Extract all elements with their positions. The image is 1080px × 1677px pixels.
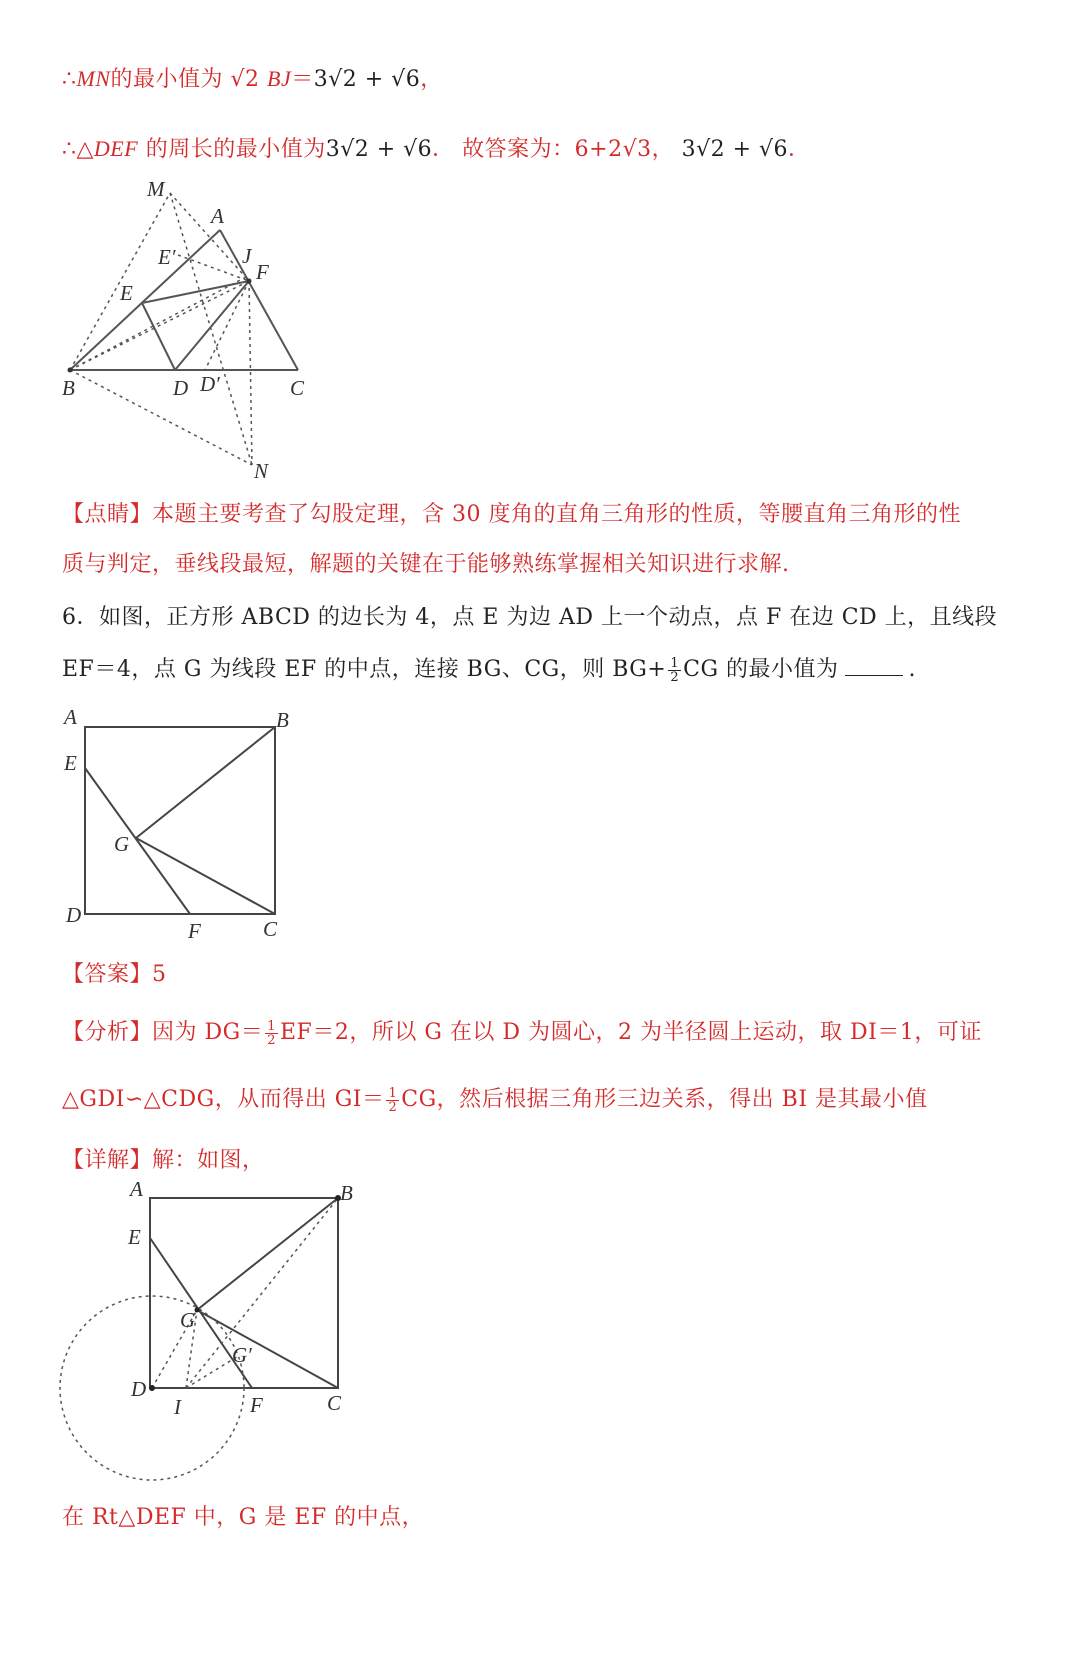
label-g-prime: G′ [232,1343,252,1367]
fraction-den: 2 [388,1099,398,1115]
dashed-ib [186,1198,338,1388]
label-e: E [64,751,77,775]
fraction-den: 2 [670,669,680,685]
label-e: E [128,1225,141,1249]
dashed-fn [249,281,252,465]
fraction-num: 1 [670,655,680,671]
fraction-half [265,1020,278,1047]
therefore-triangle: ∴△ [62,137,94,162]
segment-ba [70,230,220,370]
question-6-line2 [62,652,916,684]
label-f: F [188,919,201,943]
analysis-text-a: 【分析】因为 DG＝ [62,1020,264,1045]
label-g: G [114,832,130,856]
question-6-line1: 6．如图，正方形 ABCD 的边长为 4，点 E 为边 AD 上一个动点，点 F 在边 CD 上，且线段 [62,605,998,630]
label-n: N [254,459,269,483]
label-e: E [120,281,133,305]
label-b: B [340,1181,353,1205]
text-answer: ． 故答案为：6+2√3， [432,137,675,162]
label-j: J [242,244,252,268]
segment-ef [85,768,190,914]
punct: . [908,657,917,682]
segment-mn: MN [76,66,111,91]
analysis-text-c: △GDI∽△CDG，从而得出 GI＝ [62,1087,385,1112]
segment-gb [136,727,275,838]
point-f [247,279,252,284]
point-b [68,368,73,373]
punct: ． [788,137,811,162]
last-line: 在 Rt△DEF 中，G 是 EF 的中点， [62,1505,425,1530]
square-abcd [85,727,275,914]
segment-ed [142,303,175,370]
label-c: C [290,376,305,400]
segment-ac [220,230,298,370]
label-g: G [180,1308,196,1332]
analysis-line2 [62,1082,928,1114]
segment-bj: BJ [267,66,292,91]
fraction-half [668,657,681,684]
expr-perimeter: 3√2 + √6 [325,137,433,162]
fraction-den: 2 [267,1032,276,1048]
expr-answer-2: 3√2 + √6 [681,137,789,162]
label-d: D [131,1377,147,1401]
answer-blank[interactable] [845,675,903,676]
label-b: B [276,708,289,732]
fraction-num: 1 [267,1018,276,1034]
label-f: F [256,260,269,284]
label-f: F [250,1393,263,1417]
therefore-symbol: ∴ [62,67,77,92]
solution-line-perimeter [62,132,811,163]
label-c: C [263,917,278,941]
punct: ， [420,67,443,92]
figure-triangle-reflection [0,170,360,490]
label-a: A [130,1177,143,1201]
dashed-bn [70,370,252,465]
note-dianjing-line2: 质与判定，垂线段最短，解题的关键在于能够熟练掌握相关知识进行求解. [62,552,790,577]
point-d [149,1385,155,1391]
label-i: I [174,1395,181,1419]
label-d: D [173,376,189,400]
label-e-prime: E′ [158,245,176,269]
label-a: A [64,705,77,729]
fraction-num: 1 [388,1085,398,1101]
figure-square-circle [0,1177,360,1500]
point-g [195,1308,200,1313]
solution-line-mn: ∴MN的最小值为 √2 BJ＝3√2 + √6， [62,66,443,92]
label-m: M [147,177,165,201]
analysis-text-d: CG，然后根据三角形三边关系，得出 BI 是其最小值 [401,1087,928,1112]
label-a: A [211,204,224,228]
text-min-value: 的最小值为 [110,67,224,92]
label-d-prime: D′ [200,372,220,396]
dashed-mn [170,193,252,465]
label-c: C [327,1391,342,1415]
expr-result: 3√2 + √6 [313,67,421,92]
equals: ＝ [291,67,314,92]
figure-square-q6 [0,705,320,945]
label-d: D [66,903,82,927]
segment-gb [197,1198,338,1310]
fraction-half [386,1087,399,1114]
note-dianjing-line1: 【点睛】本题主要考查了勾股定理，含 30 度角的直角三角形的性质，等腰直角三角形的性 [62,502,961,527]
question-6-text-a: EF＝4，点 G 为线段 EF 的中点，连接 BG、CG，则 BG+ [62,657,667,682]
answer-line: 【答案】5 [62,962,167,987]
triangle-def: DEF [93,136,139,161]
label-b: B [62,376,75,400]
segment-gc [136,838,275,914]
detail-line: 【详解】解：如图， [62,1148,265,1173]
analysis-line1 [62,1015,982,1047]
text-perimeter-min: 的周长的最小值为 [145,137,326,162]
dashed-mf [170,193,249,281]
question-6-text-b: CG 的最小值为 [683,657,839,682]
analysis-text-b: EF＝2，所以 G 在以 D 为圆心，2 为半径圆上运动，取 DI＝1，可证 [280,1020,982,1045]
